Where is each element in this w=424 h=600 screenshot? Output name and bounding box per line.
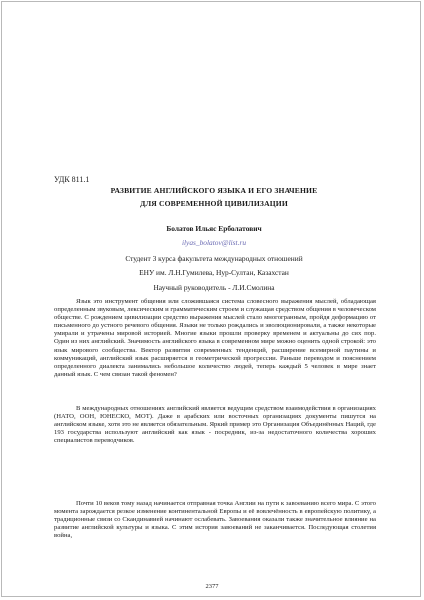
- title-line-2: ДЛЯ СОВРЕМЕННОЙ ЦИВИЛИЗАЦИИ: [140, 199, 288, 208]
- author-affiliation-1: Студент 3 курса факультета международных отношений: [125, 254, 303, 263]
- body-paragraph-1: Язык это инструмент общения или сложившаяся система словесного выражения мыслей, обладающая определенным звуковым, лексическим и грамматическим строем и служащая средством общения в человеческом обществе. С рождением цивилизации средство выражения мыслей стало многогранным, пройдя деформацию от письменного до устного речевого общения. Языки не только рождались и эволюционировали, а также некоторые умирали и утрачены мировой историей. Многие языки прошли проверку временем и актуальны до сих пор. Один из них английский. Значимость английского языка в современном мире можно оценить одной строкой: это язык мирового сообщества. Вектор развития современных тенденций, расширение всемирной паутины и коммуникаций, английский язык расширяется в геометрической прогрессии. Раньше переводом и пояснением определенного диалекта занимались небольшое количество людей, теперь каждый 5 человек в мире знает данный язык. С чем связан такой феномен?: [54, 298, 376, 378]
- udk-code: УДК 811.1: [54, 175, 90, 184]
- scientific-supervisor: Научный руководитель - Л.И.Смолина: [153, 283, 275, 292]
- author-email: ilyas_bolatov@list.ru: [181, 238, 247, 247]
- title-line-1: РАЗВИТИЕ АНГЛИЙСКОГО ЯЗЫКА И ЕГО ЗНАЧЕНИЕ: [110, 186, 318, 195]
- author-name: Болатов Ильяс Ерболатович: [166, 224, 262, 233]
- body-paragraph-3: Почти 10 веков тому назад начинается отправная точка Англии на пути к завоеванию всего мира. С этого момента зарождается резкое изменение континентальной Европы и её вовлечённость в европейскую политику, а традиционные связи со Скандинавией начинают ослабевать. Завоевания оказали также значительное влияние на развитие английской культуры и языка. С этим история завоеваний не заканчивается. Последующая столетия война,: [54, 500, 376, 540]
- page-number: 2377: [205, 583, 219, 590]
- body-paragraph-2: В международных отношениях английский является ведущим средством взаимодействия в организациях (НАТО, ООН, ЮНЕСКО, МОТ). Даже в арабских или восточных организациях документы пишутся на английском языке, хотя это не является обязательным. Яркий пример это Организация Объединённых Наций, где 193 государства используют английский как язык - посредник, из-за недостаточного количества хороших специалистов переводчиков.: [54, 405, 376, 445]
- author-affiliation-2: ЕНУ им. Л.Н.Гумилева, Нур-Султан, Казахстан: [139, 268, 289, 277]
